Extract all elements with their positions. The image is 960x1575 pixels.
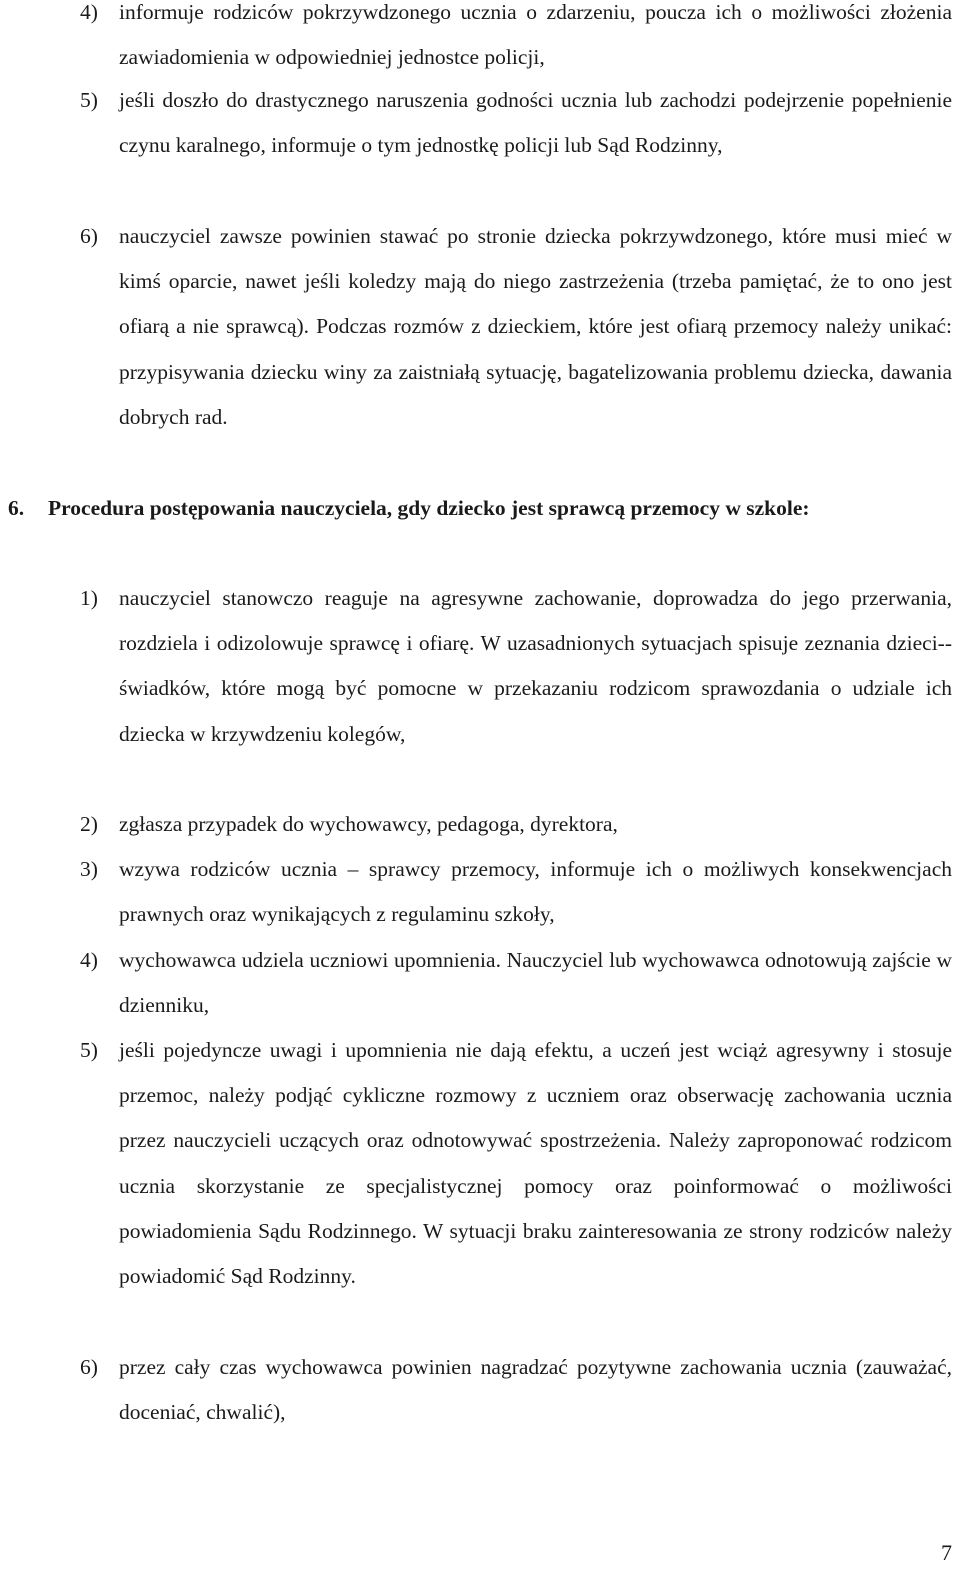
list-item [80, 214, 952, 440]
list-item-number: 4) [80, 0, 98, 24]
list-item [80, 938, 952, 1028]
list-item-number: 6) [80, 224, 98, 248]
list-item-text: wzywa rodziców ucznia – sprawcy przemocy, informuje ich o możliwych konsekwencjach prawnych oraz wynikających z regulaminu szkoły, [119, 857, 952, 927]
list-item-number: 2) [80, 812, 98, 836]
page-number: 7 [941, 1540, 952, 1565]
list-item [80, 576, 952, 757]
list-item-text: jeśli doszło do drastycznego naruszenia godności ucznia lub zachodzi podejrzenie popełnienie czynu karalnego, informuje o tym jednostkę policji lub Sąd Rodzinny, [119, 88, 952, 158]
list-item-text: zgłasza przypadek do wychowawcy, pedagoga, dyrektora, [119, 812, 618, 836]
list-item [80, 0, 952, 80]
list-item-text: przez cały czas wychowawca powinien nagradzać pozytywne zachowania ucznia (zauważać, doceniać, chwalić), [119, 1355, 952, 1425]
section-heading [8, 486, 952, 531]
list-item [80, 1345, 952, 1435]
list-item-text: informuje rodziców pokrzywdzonego ucznia o zdarzeniu, poucza ich o możliwości złożenia zawiadomienia w odpowiedniej jednostce policji, [119, 0, 952, 70]
section-title: Procedura postępowania nauczyciela, gdy dziecko jest sprawcą przemocy w szkole: [48, 496, 810, 520]
list-item-number: 5) [80, 1038, 98, 1062]
section-number: 6. [8, 496, 25, 520]
list-item [80, 802, 952, 847]
list-item-number: 4) [80, 948, 98, 972]
list-item-text: wychowawca udziela uczniowi upomnienia. Nauczyciel lub wychowawca odnotowują zajście w dzienniku, [119, 948, 952, 1018]
list-item-text: nauczyciel stanowczo reaguje na agresywne zachowanie, doprowadza do jego przerwania, rozdziela i odizolowuje sprawcę i ofiarę. W uzasadnionych sytuacjach spisuje zeznania dzieci--świadków, które mogą być pomocne w przekazaniu rodzicom sprawozdania o udziale ich dziecka w krzywdzeniu kolegów, [119, 586, 952, 746]
list-item [80, 1028, 952, 1299]
list-item-text: nauczyciel zawsze powinien stawać po stronie dziecka pokrzywdzonego, które musi mieć w kimś oparcie, nawet jeśli koledzy mają do niego zastrzeżenia (trzeba pamiętać, że to ono jest ofiarą a nie sprawcą). Podczas rozmów z dzieckiem, które jest ofiarą przemocy należy unikać: przypisywania dziecku winy za zaistniałą sytuację, bagatelizowania problemu dziecka, dawania dobrych rad. [119, 224, 952, 429]
list-item-number: 1) [80, 586, 98, 610]
list-item [80, 847, 952, 937]
list-item-number: 3) [80, 857, 98, 881]
list-item-number: 5) [80, 88, 98, 112]
list-item-number: 6) [80, 1355, 98, 1379]
list-item-text: jeśli pojedyncze uwagi i upomnienia nie dają efektu, a uczeń jest wciąż agresywny i stosuje przemoc, należy podjąć cykliczne rozmowy z uczniem oraz obserwację zachowania ucznia przez nauczycieli uczących oraz odnotowywać spostrzeżenia. Należy zaproponować rodzicom ucznia skorzystanie ze specjalistycznej pomocy oraz poinformować o możliwości powiadomienia Sądu Rodzinnego. W sytuacji braku zainteresowania ze strony rodziców należy powiadomić Sąd Rodzinny. [119, 1038, 952, 1289]
list-item [80, 78, 952, 168]
